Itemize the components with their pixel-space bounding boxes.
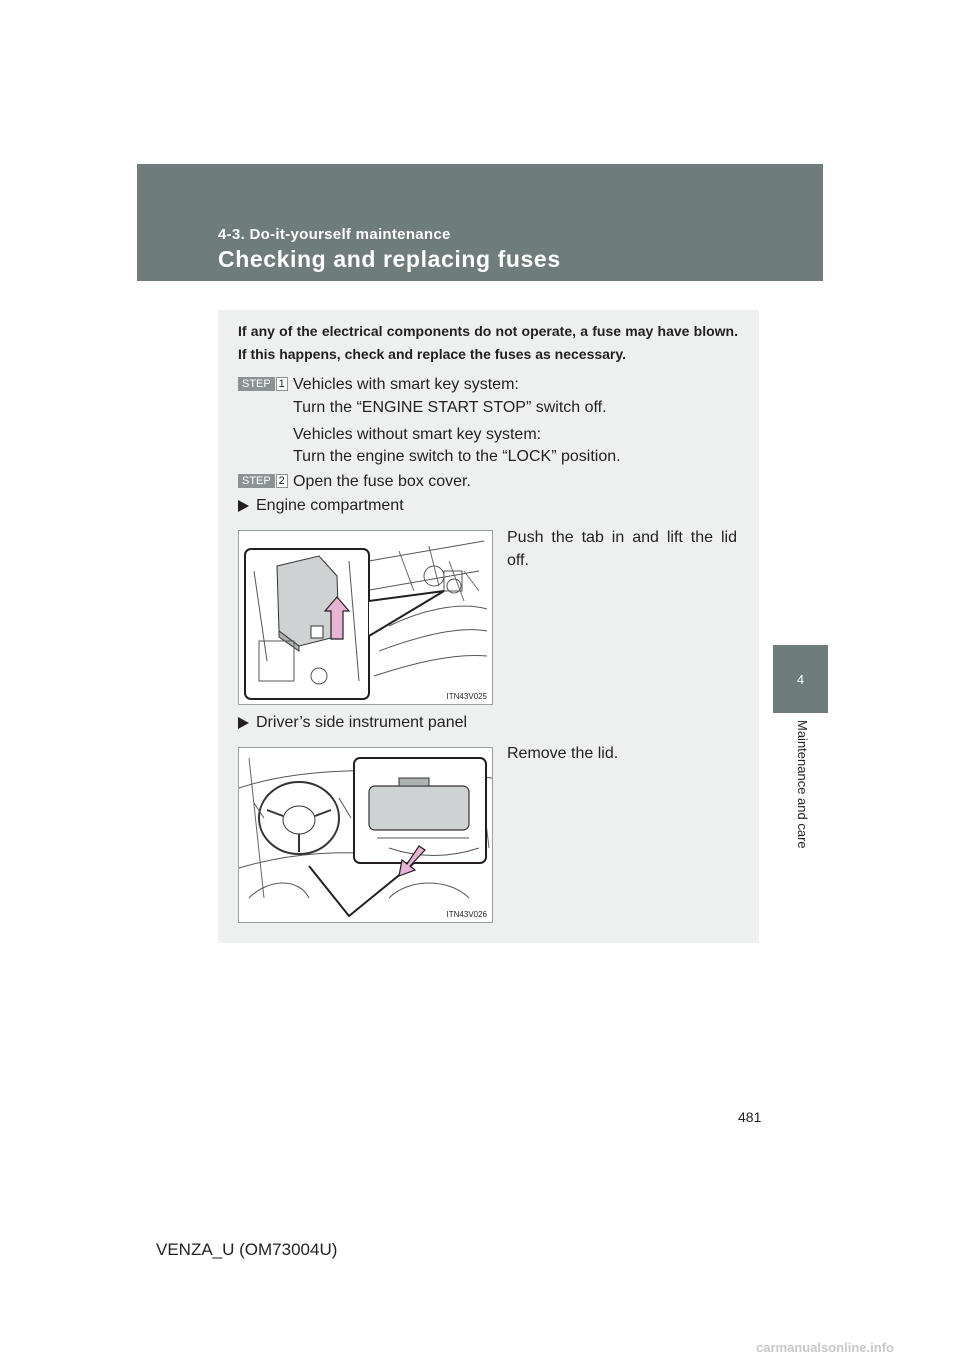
figure-code: ITN43V025	[446, 692, 487, 701]
location-label: Driver’s side instrument panel	[256, 714, 468, 731]
document-code: VENZA_U (OM73004U)	[156, 1240, 338, 1259]
step-1-line-4: Turn the engine switch to the “LOCK” position.	[293, 448, 621, 465]
step-number: 1	[276, 377, 288, 391]
panel-instruction: Remove the lid.	[507, 745, 619, 762]
chapter-label: Maintenance and care	[795, 720, 810, 849]
watermark: carmanualsonline.info	[756, 1340, 894, 1355]
chapter-tab[interactable]	[773, 645, 828, 713]
intro-text: If any of the electrical components do not operate, a fuse may have blown. If this happens, check and replace the fuses as necessary.	[238, 323, 738, 362]
engine-compartment-illustration	[239, 531, 492, 704]
location-label: Engine compartment	[256, 497, 404, 514]
step-1-line-1: Vehicles with smart key system:	[293, 376, 519, 393]
step-1-badge	[238, 377, 290, 391]
step-number: 2	[276, 474, 288, 488]
page-number: 481	[738, 1109, 762, 1125]
instrument-panel-illustration	[239, 748, 492, 922]
step-word: STEP	[238, 377, 275, 391]
section-label: 4-3. Do-it-yourself maintenance	[218, 226, 451, 243]
engine-fuse-box-figure	[238, 530, 493, 705]
instrument-panel-figure	[238, 747, 493, 923]
instrument-panel-heading	[238, 714, 467, 732]
step-1-line-3: Vehicles without smart key system:	[293, 426, 542, 443]
triangle-bullet-icon	[238, 500, 249, 512]
step-word: STEP	[238, 474, 275, 488]
figure-code: ITN43V026	[446, 910, 487, 919]
engine-compartment-heading	[238, 497, 404, 515]
step-2-badge	[238, 474, 290, 488]
step-1-line-2: Turn the “ENGINE START STOP” switch off.	[293, 399, 607, 416]
engine-instruction: Push the tab in and lift the lid off.	[507, 529, 737, 569]
page-title: Checking and replacing fuses	[218, 246, 561, 272]
page-header	[137, 164, 823, 281]
content-box	[218, 310, 759, 943]
step-2-line-1: Open the fuse box cover.	[293, 473, 471, 490]
triangle-bullet-icon	[238, 717, 249, 729]
chapter-number: 4	[796, 671, 805, 687]
